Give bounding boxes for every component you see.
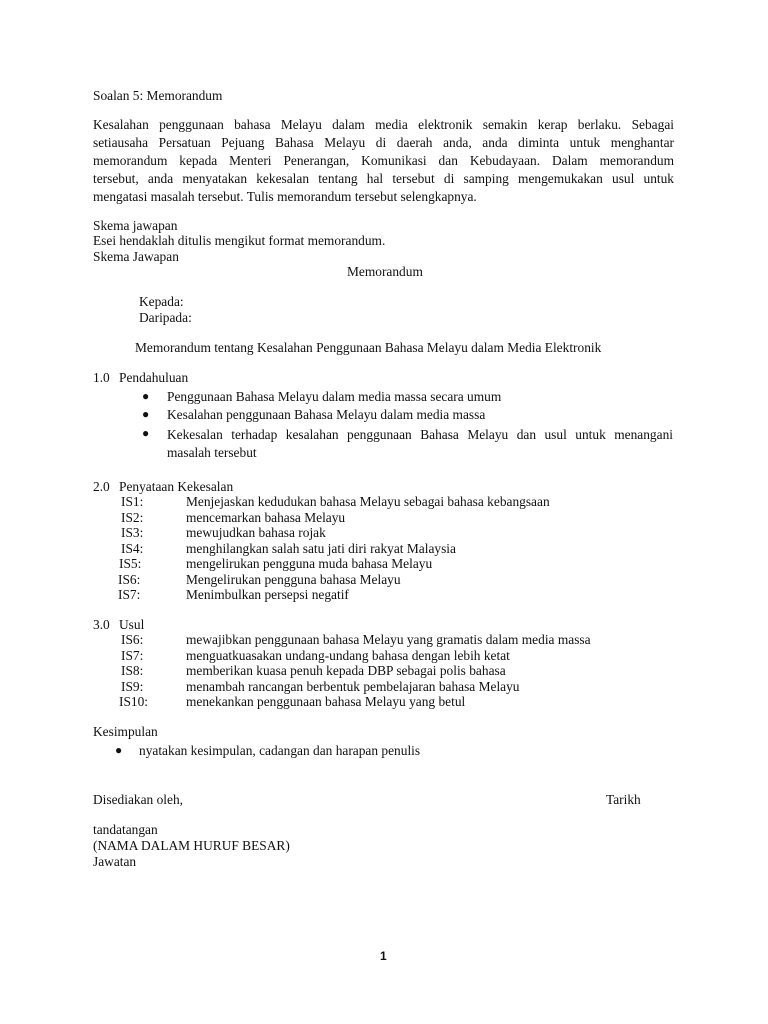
page-number: 1 bbox=[380, 949, 387, 963]
question-paragraph bbox=[93, 116, 674, 206]
section-2-title: Penyataan Kekesalan bbox=[119, 479, 234, 494]
item-code: IS7: bbox=[121, 648, 144, 663]
question-line: tersebut, anda menyatakan kekesalan tentang hal tersebut di samping mengemukakan usul untuk bbox=[93, 171, 674, 186]
daripada-label: Daripada: bbox=[139, 310, 192, 325]
item-code: IS1: bbox=[121, 494, 144, 509]
skema-heading-2: Skema Jawapan bbox=[93, 249, 179, 264]
section-2-number: 2.0 bbox=[93, 479, 110, 494]
item-text: menguatkuasakan undang-undang bahasa dengan lebih ketat bbox=[186, 648, 510, 663]
section-1-bullet: Penggunaan Bahasa Melayu dalam media massa secara umum bbox=[167, 389, 502, 404]
item-text: menekankan penggunaan bahasa Melayu yang betul bbox=[186, 694, 466, 709]
section-1-number: 1.0 bbox=[93, 370, 110, 385]
tarikh-label: Tarikh bbox=[606, 792, 641, 807]
item-code: IS6: bbox=[118, 572, 141, 587]
item-text: menambah rancangan berbentuk pembelajaran bahasa Melayu bbox=[186, 679, 520, 694]
section-1-bullet: Kekesalan terhadap kesalahan penggunaan Bahasa Melayu dan usul untuk menangani bbox=[167, 427, 673, 442]
item-code: IS6: bbox=[121, 632, 144, 647]
item-text: Menimbulkan persepsi negatif bbox=[186, 587, 349, 602]
item-code: IS5: bbox=[119, 556, 142, 571]
item-code: IS9: bbox=[121, 679, 144, 694]
item-code: IS3: bbox=[121, 525, 144, 540]
item-code: IS8: bbox=[121, 663, 144, 678]
kepada-label: Kepada: bbox=[139, 294, 184, 309]
bullet-icon: ● bbox=[142, 426, 150, 440]
section-1-bullet-cont: masalah tersebut bbox=[167, 445, 257, 460]
item-text: menghilangkan salah satu jati diri rakyat Malaysia bbox=[186, 541, 456, 556]
question-title: Soalan 5: Memorandum bbox=[93, 88, 223, 103]
question-line: mengatasi masalah tersebut. Tulis memorandum tersebut selengkapnya. bbox=[93, 189, 477, 204]
item-code: IS2: bbox=[121, 510, 144, 525]
section-3-title: Usul bbox=[119, 617, 145, 632]
position-label: Jawatan bbox=[93, 854, 137, 869]
item-text: mewujudkan bahasa rojak bbox=[186, 525, 326, 540]
signature-label: tandatangan bbox=[93, 822, 158, 837]
memo-subject: Memorandum tentang Kesalahan Penggunaan Bahasa Melayu dalam Media Elektronik bbox=[135, 340, 602, 355]
item-text: Menjejaskan kedudukan bahasa Melayu sebagai bahasa kebangsaan bbox=[186, 494, 550, 509]
item-code: IS7: bbox=[118, 587, 141, 602]
item-code: IS10: bbox=[119, 694, 149, 709]
item-text: mewajibkan penggunaan bahasa Melayu yang gramatis dalam media massa bbox=[186, 632, 591, 647]
name-label: (NAMA DALAM HURUF BESAR) bbox=[93, 838, 290, 853]
memo-title: Memorandum bbox=[347, 264, 423, 279]
skema-heading: Skema jawapan bbox=[93, 218, 178, 233]
question-line: Kesalahan penggunaan bahasa Melayu dalam media elektronik semakin kerap berlaku. Sebagai bbox=[93, 117, 674, 132]
item-text: mencemarkan bahasa Melayu bbox=[186, 510, 346, 525]
question-line: memorandum kepada Menteri Penerangan, Komunikasi dan Kebudayaan. Dalam memorandum bbox=[93, 153, 674, 168]
section-3-number: 3.0 bbox=[93, 617, 110, 632]
item-text: memberikan kuasa penuh kepada DBP sebagai polis bahasa bbox=[186, 663, 506, 678]
section-1-bullet: Kesalahan penggunaan Bahasa Melayu dalam media massa bbox=[167, 407, 486, 422]
section-1-bullet-wrap bbox=[167, 426, 673, 462]
skema-note: Esei hendaklah ditulis mengikut format memorandum. bbox=[93, 233, 386, 248]
kesimpulan-title: Kesimpulan bbox=[93, 724, 158, 739]
question-line: setiausaha Persatuan Pejuang Bahasa Melayu di daerah anda, anda diminta untuk menghantar bbox=[93, 135, 674, 150]
bullet-icon: ● bbox=[142, 389, 150, 403]
kesimpulan-bullet: nyatakan kesimpulan, cadangan dan harapan penulis bbox=[139, 743, 421, 758]
bullet-icon: ● bbox=[115, 743, 123, 757]
item-text: Mengelirukan pengguna bahasa Melayu bbox=[186, 572, 401, 587]
section-1-title: Pendahuluan bbox=[119, 370, 189, 385]
bullet-icon: ● bbox=[142, 407, 150, 421]
disediakan-oleh: Disediakan oleh, bbox=[93, 792, 183, 807]
item-text: mengelirukan pengguna muda bahasa Melayu bbox=[186, 556, 433, 571]
item-code: IS4: bbox=[121, 541, 144, 556]
